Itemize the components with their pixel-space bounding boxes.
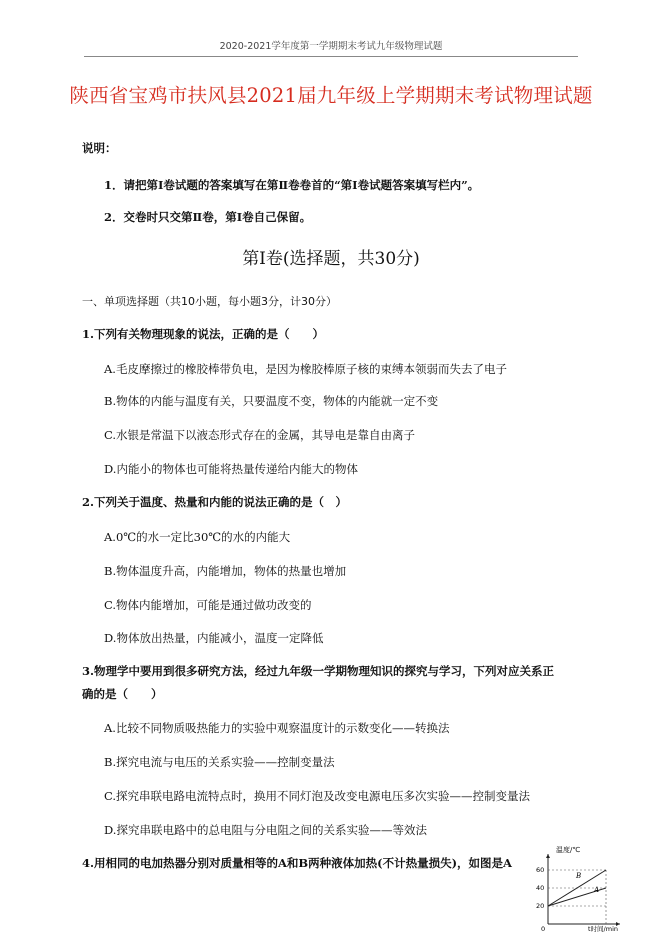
option-c: C.探究串联电路电流特点时，换用不同灯泡及改变电源电压多次实验——控制变量法	[104, 789, 531, 803]
question-stem: 4.用相同的电加热器分别对质量相等的A和B两种液体加热(不计热量损失)，如图是A	[82, 856, 512, 870]
y-tick-label: 60	[536, 866, 545, 874]
instruction-item: 1．请把第Ⅰ卷试题的答案填写在第Ⅱ卷卷首的“第Ⅰ卷试题答案填写栏内”。	[104, 178, 480, 192]
part-heading: 一、单项选择题（共10小题，每小题3分，计30分）	[82, 295, 337, 308]
option-c: C.水银是常温下以液态形式存在的金属，其导电是靠自由离子	[104, 428, 416, 442]
option-c: C.物体内能增加，可能是通过做功改变的	[104, 598, 312, 612]
question-stem: 3.物理学中要用到很多研究方法，经过九年级一学期物理知识的探究与学习，下列对应关系正	[82, 664, 555, 678]
y-axis-arrow	[546, 854, 550, 858]
option-d: D.探究串联电路中的总电阻与分电阻之间的关系实验——等效法	[104, 823, 427, 837]
running-header: 2020-2021学年度第一学期期末考试九年级物理试题	[219, 41, 443, 52]
series-label-a: A	[594, 886, 600, 894]
option-a: A.比较不同物质吸热能力的实验中观察温度计的示数变化——转换法	[104, 721, 450, 735]
question-stem: 1.下列有关物理现象的说法，正确的是（ ）	[82, 327, 325, 341]
option-b: B.探究电流与电压的关系实验——控制变量法	[104, 755, 335, 769]
question-stem-continued: 确的是（ ）	[82, 687, 163, 701]
series-label-b: B	[576, 872, 582, 880]
x-axis-label: t时间/min	[588, 925, 618, 932]
option-b: B.物体温度升高，内能增加，物体的热量也增加	[104, 564, 347, 578]
option-a: A.0℃的水一定比30℃的水的内能大	[104, 530, 291, 544]
option-d: D.内能小的物体也可能将热量传递给内能大的物体	[104, 462, 358, 476]
y-axis-label: 温度/℃	[556, 846, 581, 854]
section-title: 第Ⅰ卷(选择题，共30分)	[242, 249, 420, 269]
header-divider	[84, 56, 578, 57]
temperature-time-graph	[536, 844, 626, 932]
origin-label: 0	[541, 925, 546, 932]
instructions-label: 说明：	[82, 141, 117, 155]
option-a: A.毛皮摩擦过的橡胶棒带负电，是因为橡胶棒原子核的束缚本领弱而失去了电子	[104, 362, 507, 376]
y-tick-label: 20	[536, 902, 545, 910]
option-b: B.物体的内能与温度有关，只要温度不变，物体的内能就一定不变	[104, 394, 439, 408]
document-title: 陕西省宝鸡市扶风县2021届九年级上学期期末考试物理试题	[69, 84, 593, 107]
y-tick-label: 40	[536, 884, 545, 892]
instruction-item: 2．交卷时只交第Ⅱ卷，第Ⅰ卷自己保留。	[104, 210, 312, 224]
question-stem: 2.下列关于温度、热量和内能的说法正确的是（ ）	[82, 495, 348, 509]
option-d: D.物体放出热量，内能减小，温度一定降低	[104, 631, 324, 645]
